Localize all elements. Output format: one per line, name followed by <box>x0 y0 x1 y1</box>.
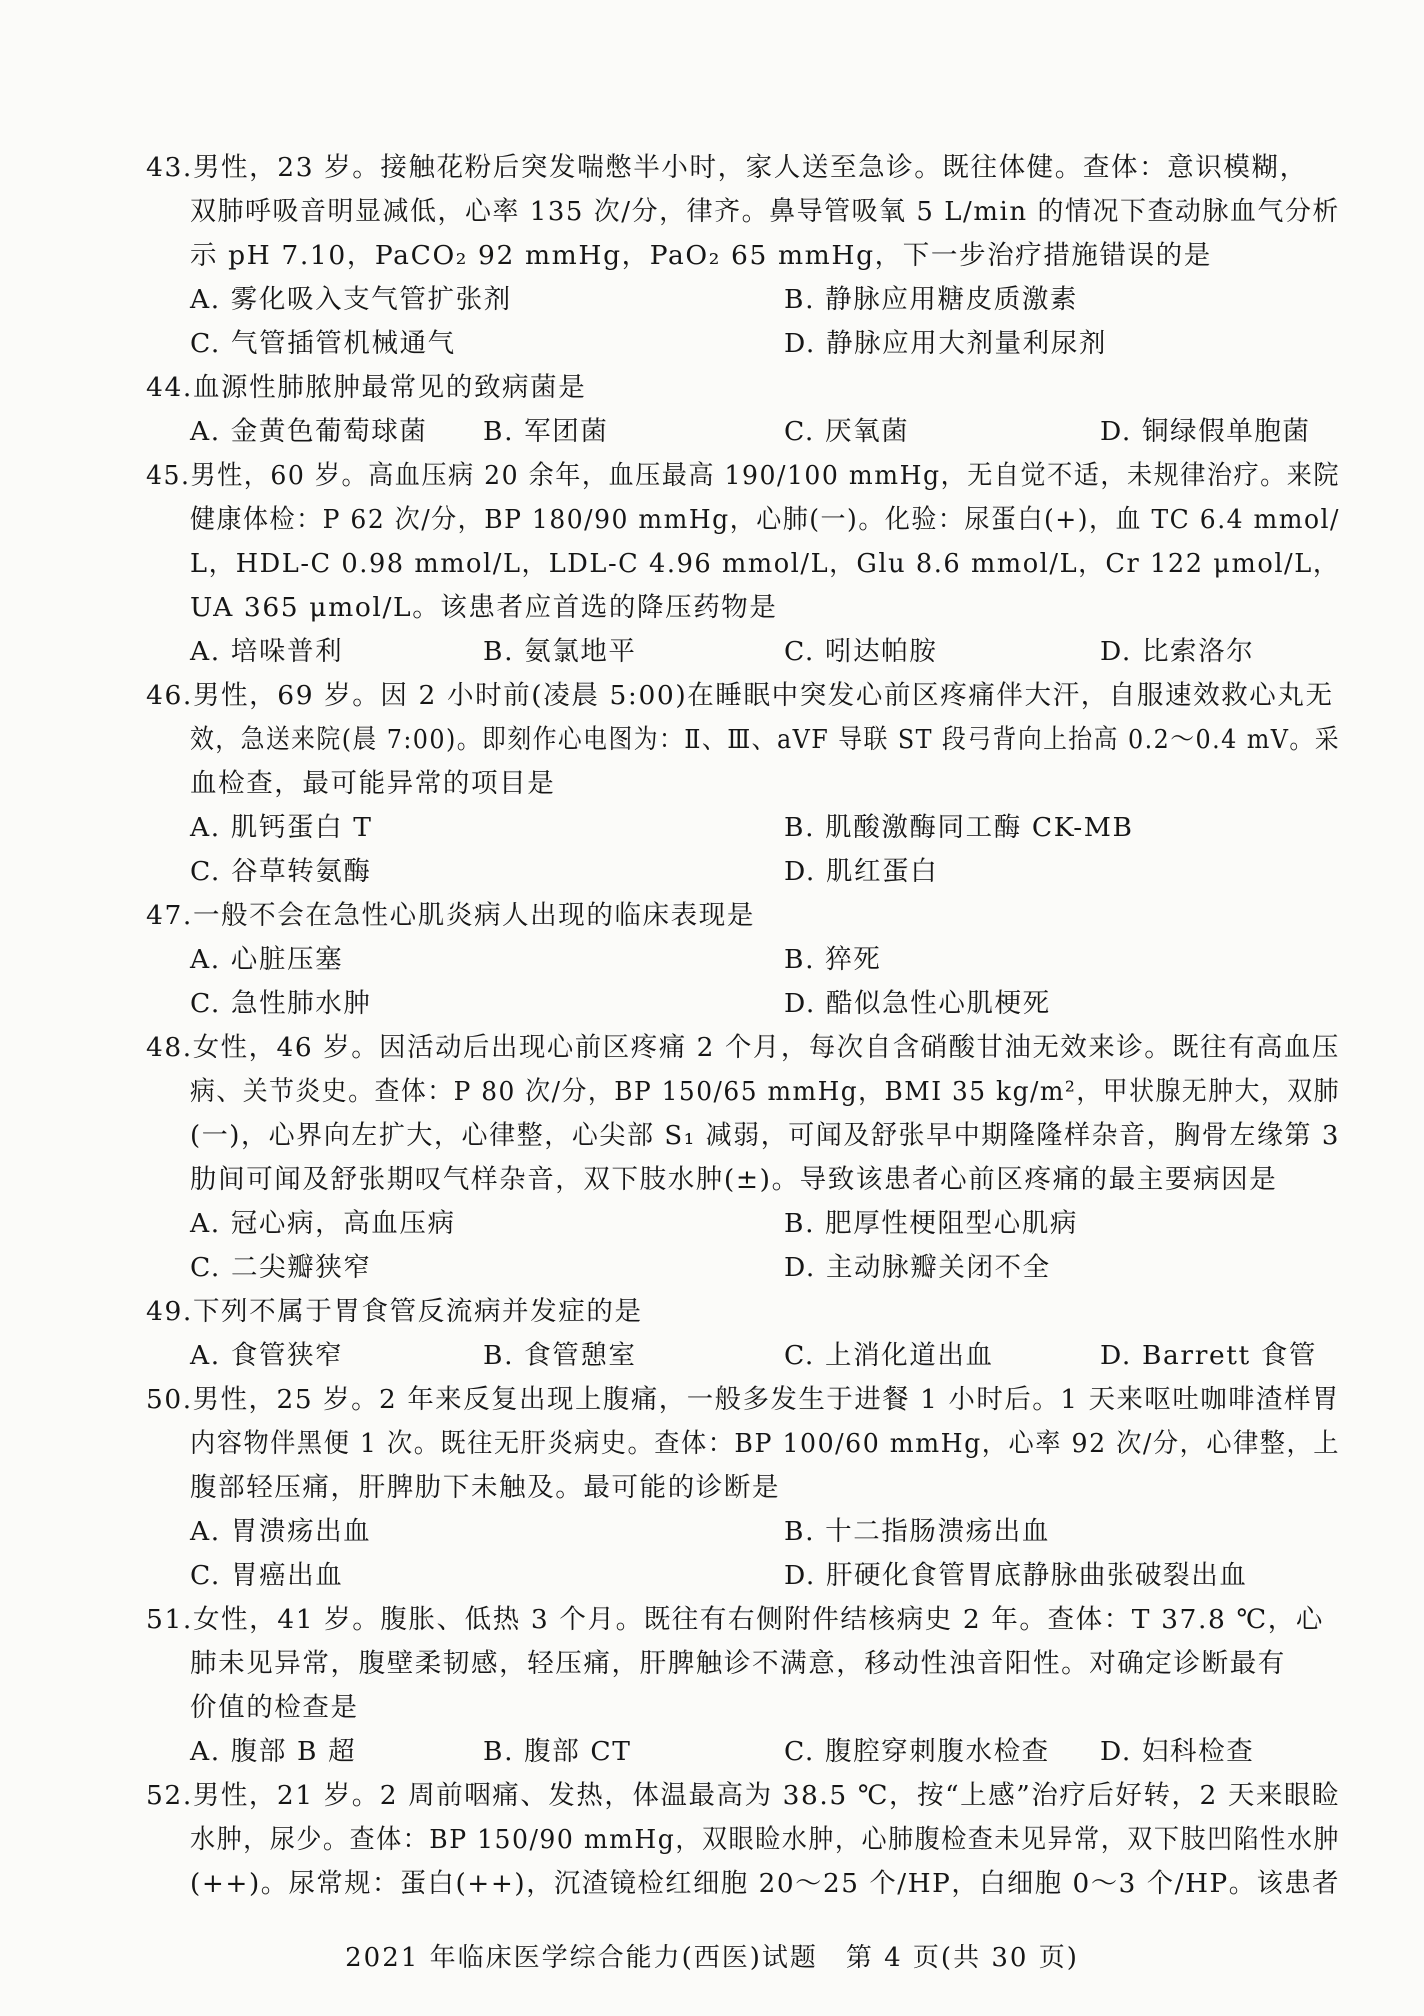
option-b: B. 肌酸激酶同工酶 CK-MB <box>784 812 1134 843</box>
option-d: D. 主动脉瓣关闭不全 <box>784 1252 1051 1283</box>
option-a: A. 胃溃疡出血 <box>190 1516 372 1547</box>
question-stem-line: 价值的检查是 <box>190 1692 359 1723</box>
option-c: C. 厌氧菌 <box>784 416 910 447</box>
option-d: D. 比索洛尔 <box>1100 636 1255 667</box>
option-d: D. 静脉应用大剂量利尿剂 <box>784 328 1107 359</box>
question-stem-line: (一)，心界向左扩大，心律整，心尖部 S₁ 减弱，可闻及舒张早中期隆隆样杂音，胸骨左缘第 3 <box>190 1120 1341 1151</box>
page-footer: 2021 年临床医学综合能力(西医)试题 第 4 页(共 30 页) <box>345 1943 1079 1973</box>
option-a: A. 金黄色葡萄球菌 <box>190 416 428 447</box>
option-a: A. 食管狭窄 <box>190 1340 344 1371</box>
question-stem-line: 肺未见异常，腹壁柔韧感，轻压痛，肝脾触诊不满意，移动性浊音阳性。对确定诊断最有 <box>190 1648 1286 1679</box>
option-b: B. 食管憩室 <box>483 1340 637 1371</box>
option-a: A. 培哚普利 <box>190 636 344 667</box>
option-c: C. 二尖瓣狭窄 <box>190 1252 372 1283</box>
option-c: C. 吲达帕胺 <box>784 636 938 667</box>
option-d: D. 妇科检查 <box>1100 1736 1255 1767</box>
question-stem-line: 52.男性，21 岁。2 周前咽痛、发热，体温最高为 38.5 ℃，按“上感”治疗后好转，2 天来眼睑 <box>146 1780 1341 1811</box>
question-stem-line: 效，急送来院(晨 7:00)。即刻作心电图为：Ⅱ、Ⅲ、aVF 导联 ST 段弓背向上抬高 0.2～0.4 mV。采 <box>190 724 1340 755</box>
question-stem-line: 44.血源性肺脓肿最常见的致病菌是 <box>146 372 587 403</box>
question-stem-line: 双肺呼吸音明显减低，心率 135 次/分，律齐。鼻导管吸氧 5 L/min 的情况下查动脉血气分析 <box>190 196 1340 227</box>
question-stem-line: 46.男性，69 岁。因 2 小时前(凌晨 5:00)在睡眠中突发心前区疼痛伴大汗，自服速效救心丸无 <box>146 680 1334 711</box>
question-stem-line: 45.男性，60 岁。高血压病 20 余年，血压最高 190/100 mmHg，无自觉不适，未规律治疗。来院 <box>146 460 1341 491</box>
option-d: D. 酷似急性心肌梗死 <box>784 988 1051 1019</box>
question-stem-line: 48.女性，46 岁。因活动后出现心前区疼痛 2 个月，每次自含硝酸甘油无效来诊。既往有高血压 <box>146 1032 1340 1063</box>
option-d: D. Barrett 食管 <box>1100 1340 1317 1371</box>
option-b: B. 肥厚性梗阻型心肌病 <box>784 1208 1079 1239</box>
question-stem-line: 腹部轻压痛，肝脾肋下未触及。最可能的诊断是 <box>190 1472 781 1503</box>
option-b: B. 军团菌 <box>483 416 609 447</box>
option-d: D. 铜绿假单胞菌 <box>1100 416 1311 447</box>
question-stem-line: 50.男性，25 岁。2 年来反复出现上腹痛，一般多发生于进餐 1 小时后。1 天来呕吐咖啡渣样胃 <box>146 1384 1341 1415</box>
question-stem-line: 肋间可闻及舒张期叹气样杂音，双下肢水肿(±)。导致该患者心前区疼痛的最主要病因是 <box>190 1164 1278 1195</box>
option-c: C. 胃癌出血 <box>190 1560 344 1591</box>
option-d: D. 肝硬化食管胃底静脉曲张破裂出血 <box>784 1560 1248 1591</box>
option-c: C. 腹腔穿刺腹水检查 <box>784 1736 1050 1767</box>
question-stem-line: 51.女性，41 岁。腹胀、低热 3 个月。既往有右侧附件结核病史 2 年。查体：T 37.8 ℃，心 <box>146 1604 1324 1635</box>
question-stem-line: 水肿，尿少。查体：BP 150/90 mmHg，双眼睑水肿，心肺腹检查未见异常，双下肢凹陷性水肿 <box>190 1824 1340 1855</box>
option-c: C. 急性肺水肿 <box>190 988 372 1019</box>
option-b: B. 氨氯地平 <box>483 636 637 667</box>
question-stem-line: 内容物伴黑便 1 次。既往无肝炎病史。查体：BP 100/60 mmHg，心率 92 次/分，心律整，上 <box>190 1428 1340 1459</box>
question-stem-line: 血检查，最可能异常的项目是 <box>190 768 556 799</box>
question-stem-line: L，HDL-C 0.98 mmol/L，LDL-C 4.96 mmol/L，Glu 8.6 mmol/L，Cr 122 μmol/L， <box>190 548 1340 579</box>
option-c: C. 谷草转氨酶 <box>190 856 372 887</box>
option-c: C. 上消化道出血 <box>784 1340 994 1371</box>
question-stem-line: 49.下列不属于胃食管反流病并发症的是 <box>146 1296 643 1327</box>
option-a: A. 肌钙蛋白 T <box>190 812 373 843</box>
question-stem-line: (++)。尿常规：蛋白(++)，沉渣镜检红细胞 20～25 个/HP，白细胞 0～3 个/HP。该患者 <box>190 1868 1341 1899</box>
question-stem-line: 43.男性，23 岁。接触花粉后突发喘憋半小时，家人送至急诊。既往体健。查体：意识模糊， <box>146 152 1308 183</box>
question-stem-line: UA 365 μmol/L。该患者应首选的降压药物是 <box>190 592 778 623</box>
option-b: B. 十二指肠溃疡出血 <box>784 1516 1050 1547</box>
option-a: A. 心脏压塞 <box>190 944 344 975</box>
option-b: B. 腹部 CT <box>483 1736 632 1767</box>
option-a: A. 腹部 B 超 <box>190 1736 357 1767</box>
option-d: D. 肌红蛋白 <box>784 856 939 887</box>
option-c: C. 气管插管机械通气 <box>190 328 456 359</box>
question-stem-line: 病、关节炎史。查体：P 80 次/分，BP 150/65 mmHg，BMI 35 kg/m²，甲状腺无肿大，双肺 <box>190 1076 1340 1107</box>
question-stem-line: 健康体检：P 62 次/分，BP 180/90 mmHg，心肺(一)。化验：尿蛋白(+)，血 TC 6.4 mmol/ <box>190 504 1341 535</box>
option-b: B. 静脉应用糖皮质激素 <box>784 284 1079 315</box>
option-a: A. 雾化吸入支气管扩张剂 <box>190 284 512 315</box>
option-b: B. 猝死 <box>784 944 882 975</box>
question-stem-line: 示 pH 7.10，PaCO₂ 92 mmHg，PaO₂ 65 mmHg，下一步治疗措施错误的是 <box>190 240 1212 271</box>
question-stem-line: 47.一般不会在急性心肌炎病人出现的临床表现是 <box>146 900 755 931</box>
option-a: A. 冠心病，高血压病 <box>190 1208 456 1239</box>
